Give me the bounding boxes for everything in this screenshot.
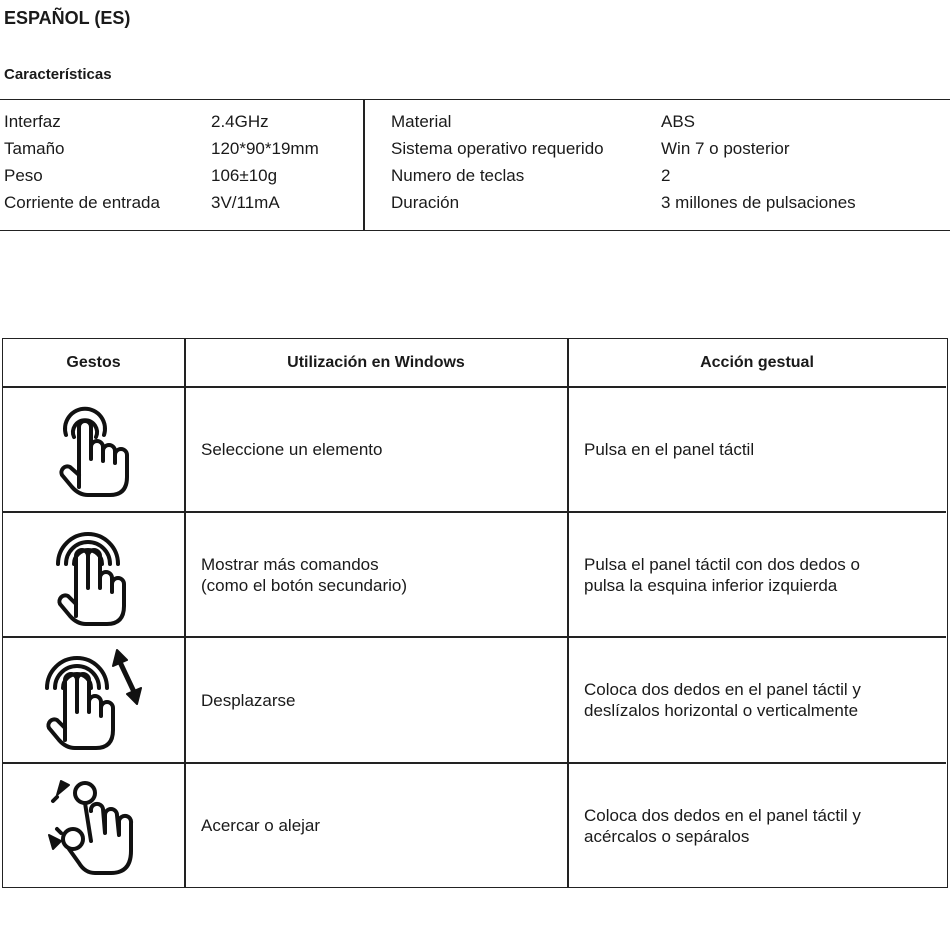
- header-gestures: Gestos: [66, 354, 121, 371]
- pinch-zoom-hand-icon: [3, 764, 184, 887]
- spec-label: Material: [391, 112, 452, 131]
- spec-label: Sistema operativo requerido: [391, 139, 604, 158]
- spec-label: Corriente de entrada: [4, 193, 160, 212]
- gesture-table: [2, 338, 948, 888]
- single-tap-hand-icon: [3, 388, 184, 511]
- gesture-action-text: Coloca dos dedos en el panel táctil y deslízalos horizontal o verticalmente: [584, 680, 861, 720]
- windows-use-text: Acercar o alejar: [201, 816, 321, 835]
- spec-value: 2.4GHz: [211, 112, 269, 131]
- language-title: ESPAÑOL (ES): [4, 8, 131, 28]
- spec-divider: [363, 100, 365, 230]
- spec-value: 106±10g: [211, 166, 278, 185]
- spec-label: Peso: [4, 166, 43, 185]
- two-finger-tap-hand-icon: [3, 513, 184, 636]
- spec-value: 3V/11mA: [211, 193, 280, 212]
- table-row: [3, 513, 946, 636]
- header-gesture-action: Acción gestual: [700, 354, 814, 371]
- windows-use-text: Mostrar más comandos (como el botón secundario): [201, 554, 408, 595]
- spec-value: 2: [661, 166, 671, 185]
- spec-heading: Características: [4, 66, 112, 83]
- windows-use-text: Seleccione un elemento: [201, 440, 383, 459]
- gesture-action-text: Pulsa el panel táctil con dos dedos o pulsa la esquina inferior izquierda: [584, 554, 860, 595]
- spec-table: [0, 99, 950, 231]
- spec-label: Numero de teclas: [391, 166, 525, 185]
- table-row: [3, 764, 946, 887]
- spec-label: Duración: [391, 193, 460, 212]
- spec-label: Interfaz: [4, 112, 61, 131]
- two-finger-scroll-hand-icon: [3, 638, 184, 762]
- table-row: [3, 388, 946, 511]
- gesture-action-text: Pulsa en el panel táctil: [584, 440, 755, 459]
- spec-value: 3 millones de pulsaciones: [661, 193, 856, 212]
- gesture-action-text: Coloca dos dedos en el panel táctil y acércalos o sepáralos: [584, 805, 861, 846]
- spec-value: Win 7 o posterior: [661, 139, 790, 158]
- windows-use-text: Desplazarse: [201, 690, 296, 710]
- spec-label: Tamaño: [4, 139, 65, 158]
- spec-value: 120*90*19mm: [211, 139, 319, 158]
- table-row: [3, 638, 946, 762]
- spec-value: ABS: [661, 112, 696, 131]
- header-windows-use: Utilización en Windows: [287, 354, 465, 371]
